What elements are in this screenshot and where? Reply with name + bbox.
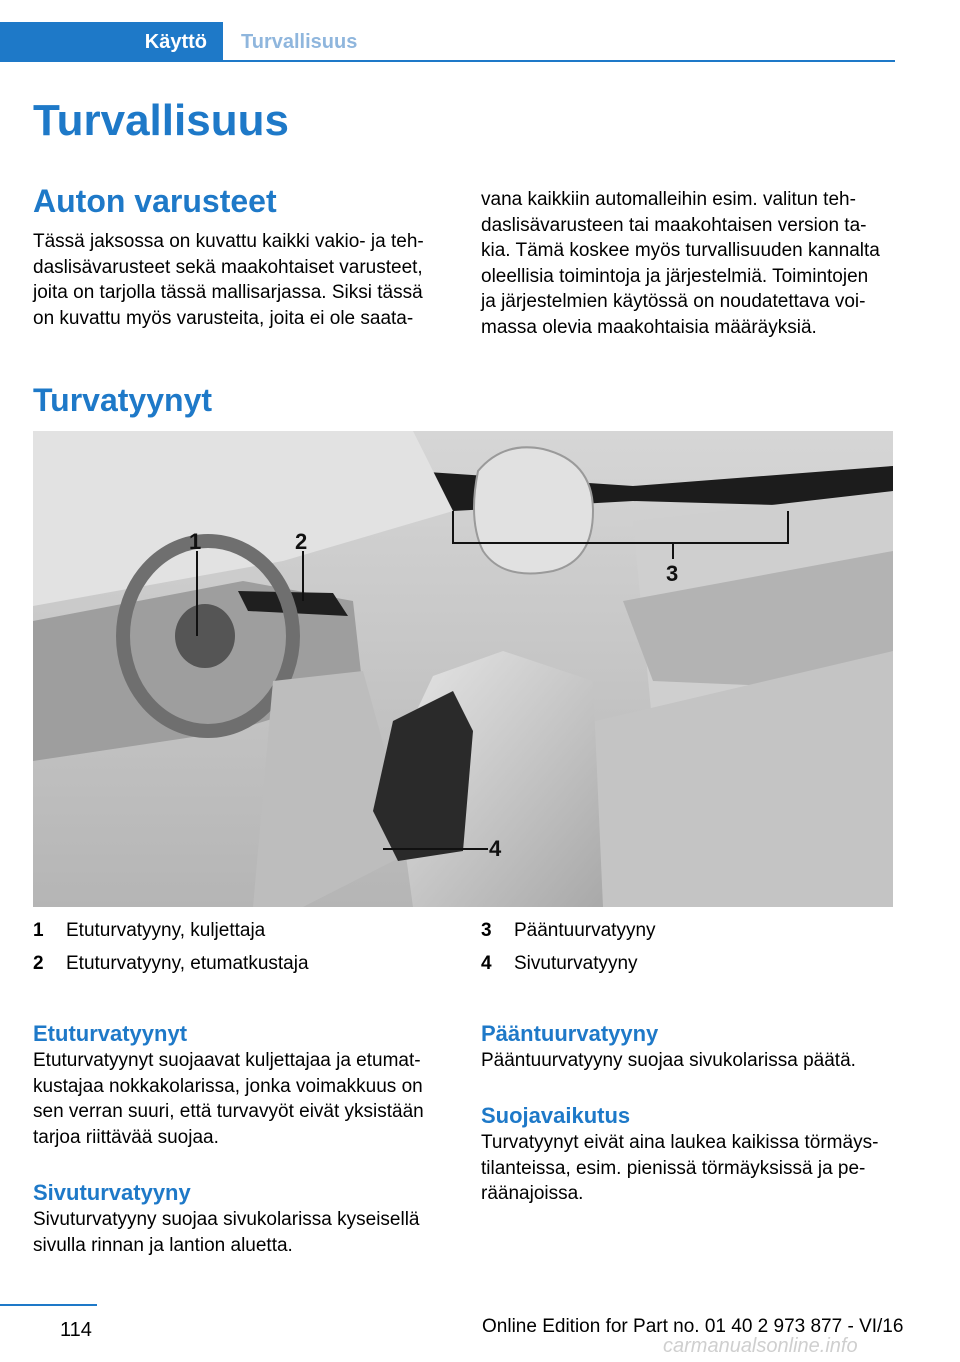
page-number: 114 [60, 1319, 92, 1341]
text-line: oleellisia toimintoja ja järjestelmiä. Toimintojen [481, 265, 869, 287]
header-tabbar [0, 22, 895, 62]
page-title: Turvallisuus [33, 96, 289, 145]
callout-1: 1 [189, 529, 202, 554]
legend-text: Sivuturvatyyny [514, 953, 638, 974]
callout-4: 4 [489, 836, 502, 861]
heading-paanturvatyyny: Pääntuurvatyyny [481, 1021, 659, 1046]
legend-text: Pääntuurvatyyny [514, 920, 656, 941]
legend-item [33, 947, 309, 980]
legend-item [33, 914, 309, 947]
legend-number: 2 [33, 953, 44, 974]
car-interior-illustration [33, 431, 893, 907]
legend-number: 1 [33, 920, 44, 941]
footer-rule [0, 1304, 97, 1306]
text-line: on kuvattu myös varusteita, joita ei ole saata- [33, 307, 414, 329]
text-line: räänajoissa. [481, 1183, 584, 1204]
legend-left [33, 914, 309, 980]
text-line: sivulla rinnan ja lantion aluetta. [33, 1234, 293, 1256]
text-line: Sivuturvatyyny suojaa sivukolarissa kyseisellä [33, 1209, 420, 1230]
tab-turvallisuus[interactable] [241, 22, 357, 62]
text-line: tarjoa riittävää suojaa. [33, 1126, 219, 1148]
legend-text: Etuturvatyyny, kuljettaja [66, 920, 266, 941]
text-line: kia. Tämä koskee myös turvallisuuden kannalta [481, 240, 880, 261]
text-line: sen verran suuri, että turvavyöt eivät yksistään [33, 1101, 424, 1122]
heading-suojavaikutus: Suojavaikutus [481, 1103, 631, 1128]
tab-kaytto-label: Käyttö [144, 30, 207, 53]
legend-number: 4 [481, 953, 492, 974]
legend-right [481, 914, 656, 980]
text-line: ja järjestelmien käytössä on noudatettava voi- [481, 291, 866, 312]
heading-etuturvatyynyt: Etuturvatyynyt [33, 1021, 188, 1046]
section-heading-turvatyynyt: Turvatyynyt [33, 382, 213, 418]
tab-underline [223, 60, 895, 62]
text-line: joita on tarjolla tässä mallisarjassa. Siksi tässä [33, 282, 423, 303]
callout-2: 2 [295, 529, 308, 554]
text-line: Pääntuurvatyyny suojaa sivukolarissa päätä. [481, 1050, 856, 1071]
text-line: tilanteissa, esim. pienissä törmäyksissä ja pe- [481, 1157, 866, 1179]
callout-3: 3 [666, 561, 679, 586]
legend-number: 3 [481, 920, 492, 941]
tab-kaytto[interactable] [0, 22, 223, 62]
paragraph-etuturvatyynyt [33, 1048, 443, 1150]
section-heading-auton-varusteet: Auton varusteet [33, 183, 277, 219]
intro-paragraph-left [33, 229, 443, 331]
intro-paragraph-right [481, 187, 895, 340]
tab-turvallisuus-label: Turvallisuus [241, 30, 358, 53]
heading-sivuturvatyyny: Sivuturvatyyny [33, 1180, 191, 1205]
text-line: kustajaa nokkakolarissa, jonka voimakkuus on [33, 1075, 423, 1097]
text-line: vana kaikkiin automalleihin esim. valitun teh- [481, 189, 856, 210]
text-line: daslisävarusteen tai maakohtaisen version ta- [481, 214, 867, 236]
text-line: daslisävarusteet sekä maakohtaiset varusteet, [33, 256, 423, 278]
text-line: Turvatyynyt eivät aina laukea kaikissa törmäys- [481, 1132, 879, 1153]
car-interior-drawing [33, 431, 893, 907]
legend-text: Etuturvatyyny, etumatkustaja [66, 953, 309, 974]
legend-item [481, 947, 656, 980]
text-line: massa olevia maakohtaisia määräyksiä. [481, 316, 817, 338]
footer-edition: Online Edition for Part no. 01 40 2 973 877 - VI/16 [482, 1316, 904, 1337]
legend-item [481, 914, 656, 947]
paragraph-paanturvatyyny [481, 1048, 895, 1074]
text-line: Tässä jaksossa on kuvattu kaikki vakio- ja teh- [33, 231, 424, 252]
paragraph-sivuturvatyyny [33, 1207, 443, 1258]
text-line: Etuturvatyynyt suojaavat kuljettajaa ja etumat- [33, 1050, 421, 1071]
watermark: carmanualsonline.info [663, 1335, 858, 1357]
paragraph-suojavaikutus [481, 1130, 895, 1207]
